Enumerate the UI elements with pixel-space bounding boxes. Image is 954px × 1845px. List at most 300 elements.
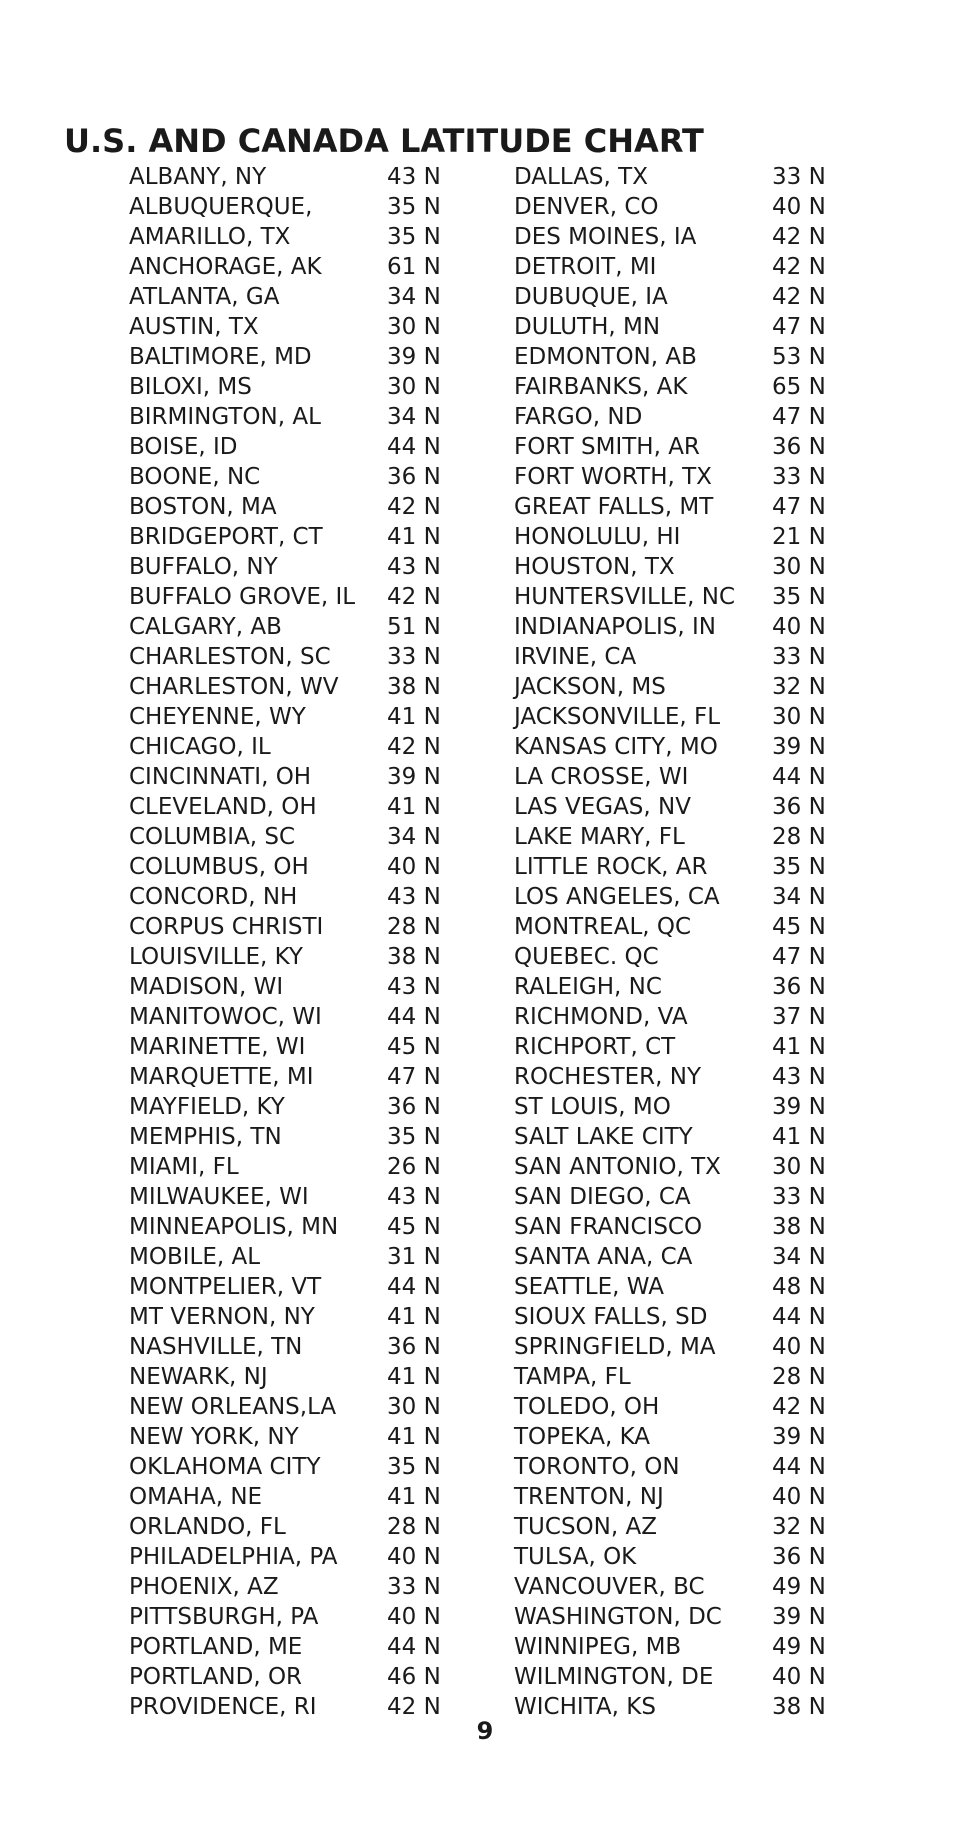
city-name: MIAMI, FL <box>129 1154 239 1180</box>
latitude-row <box>129 1452 459 1482</box>
city-name: NASHVILLE, TN <box>129 1334 303 1360</box>
latitude-row <box>129 702 459 732</box>
city-name: FORT SMITH, AR <box>514 434 700 460</box>
latitude-value: 43 N <box>387 554 441 580</box>
latitude-value: 43 N <box>772 1064 826 1090</box>
city-name: JACKSONVILLE, FL <box>514 704 721 730</box>
city-name: TAMPA, FL <box>514 1364 631 1390</box>
latitude-value: 36 N <box>772 1544 826 1570</box>
city-name: PHOENIX, AZ <box>129 1574 279 1600</box>
latitude-value: 47 N <box>772 404 826 430</box>
city-name: SPRINGFIELD, MA <box>514 1334 716 1360</box>
latitude-value: 36 N <box>772 794 826 820</box>
city-name: INDIANAPOLIS, IN <box>514 614 716 640</box>
city-name: LA CROSSE, WI <box>514 764 689 790</box>
latitude-row <box>129 1602 459 1632</box>
latitude-row <box>129 582 459 612</box>
city-name: DENVER, CO <box>514 194 659 220</box>
latitude-value: 42 N <box>387 734 441 760</box>
latitude-value: 65 N <box>772 374 826 400</box>
latitude-row <box>129 162 459 192</box>
latitude-row <box>514 432 844 462</box>
city-name: BOONE, NC <box>129 464 261 490</box>
latitude-row <box>514 1632 844 1662</box>
latitude-row <box>514 1392 844 1422</box>
latitude-row <box>514 762 844 792</box>
city-name: BIRMINGTON, AL <box>129 404 321 430</box>
latitude-row <box>514 1212 844 1242</box>
city-name: MONTPELIER, VT <box>129 1274 322 1300</box>
latitude-value: 42 N <box>772 1394 826 1420</box>
city-name: BUFFALO, NY <box>129 554 278 580</box>
city-name: TOPEKA, KA <box>514 1424 651 1450</box>
latitude-row <box>514 312 844 342</box>
latitude-value: 38 N <box>772 1694 826 1720</box>
latitude-row <box>129 222 459 252</box>
city-name: MOBILE, AL <box>129 1244 261 1270</box>
city-name: LAKE MARY, FL <box>514 824 685 850</box>
latitude-value: 45 N <box>772 914 826 940</box>
latitude-row <box>514 222 844 252</box>
latitude-row <box>514 912 844 942</box>
latitude-row <box>514 1122 844 1152</box>
latitude-row <box>514 1242 844 1272</box>
latitude-value: 44 N <box>387 1274 441 1300</box>
city-name: SAN DIEGO, CA <box>514 1184 691 1210</box>
latitude-value: 41 N <box>387 1364 441 1390</box>
city-name: CINCINNATI, OH <box>129 764 312 790</box>
latitude-row <box>129 1422 459 1452</box>
city-name: FAIRBANKS, AK <box>514 374 688 400</box>
latitude-value: 42 N <box>387 494 441 520</box>
city-name: DETROIT, MI <box>514 254 657 280</box>
latitude-value: 35 N <box>387 224 441 250</box>
latitude-value: 44 N <box>772 1454 826 1480</box>
latitude-value: 43 N <box>387 974 441 1000</box>
latitude-value: 44 N <box>387 1634 441 1660</box>
city-name: LOUISVILLE, KY <box>129 944 303 970</box>
latitude-value: 41 N <box>772 1124 826 1150</box>
latitude-row <box>129 432 459 462</box>
city-name: CHEYENNE, WY <box>129 704 306 730</box>
city-name: TORONTO, ON <box>514 1454 680 1480</box>
latitude-row <box>514 1002 844 1032</box>
latitude-value: 48 N <box>772 1274 826 1300</box>
city-name: ORLANDO, FL <box>129 1514 286 1540</box>
latitude-row <box>514 822 844 852</box>
latitude-value: 33 N <box>772 644 826 670</box>
latitude-row <box>514 582 844 612</box>
latitude-row <box>129 342 459 372</box>
latitude-value: 40 N <box>387 1604 441 1630</box>
latitude-row <box>129 1572 459 1602</box>
latitude-value: 28 N <box>387 914 441 940</box>
latitude-value: 28 N <box>772 1364 826 1390</box>
latitude-value: 36 N <box>772 974 826 1000</box>
latitude-value: 40 N <box>772 1334 826 1360</box>
latitude-row <box>514 882 844 912</box>
city-name: TRENTON, NJ <box>514 1484 664 1510</box>
latitude-row <box>514 702 844 732</box>
latitude-row <box>129 462 459 492</box>
latitude-row <box>129 792 459 822</box>
latitude-value: 49 N <box>772 1634 826 1660</box>
latitude-value: 33 N <box>772 1184 826 1210</box>
city-name: CHARLESTON, WV <box>129 674 339 700</box>
latitude-value: 44 N <box>772 764 826 790</box>
latitude-row <box>514 162 844 192</box>
latitude-value: 38 N <box>387 674 441 700</box>
latitude-row <box>514 1272 844 1302</box>
latitude-row <box>129 822 459 852</box>
latitude-value: 36 N <box>387 1334 441 1360</box>
city-name: MARQUETTE, MI <box>129 1064 314 1090</box>
latitude-row <box>129 642 459 672</box>
latitude-value: 49 N <box>772 1574 826 1600</box>
latitude-value: 35 N <box>387 194 441 220</box>
city-name: OMAHA, NE <box>129 1484 263 1510</box>
latitude-row <box>129 492 459 522</box>
latitude-row <box>514 792 844 822</box>
city-name: EDMONTON, AB <box>514 344 697 370</box>
latitude-row <box>129 1152 459 1182</box>
latitude-row <box>129 1242 459 1272</box>
latitude-value: 41 N <box>387 704 441 730</box>
latitude-value: 41 N <box>387 794 441 820</box>
latitude-row <box>514 192 844 222</box>
city-name: SIOUX FALLS, SD <box>514 1304 708 1330</box>
latitude-row <box>129 1512 459 1542</box>
latitude-value: 40 N <box>772 614 826 640</box>
latitude-row <box>129 1362 459 1392</box>
city-name: ATLANTA, GA <box>129 284 280 310</box>
city-name: BOISE, ID <box>129 434 238 460</box>
latitude-value: 43 N <box>387 884 441 910</box>
city-name: WASHINGTON, DC <box>514 1604 722 1630</box>
latitude-value: 45 N <box>387 1034 441 1060</box>
latitude-value: 35 N <box>387 1124 441 1150</box>
latitude-value: 33 N <box>387 1574 441 1600</box>
latitude-value: 32 N <box>772 674 826 700</box>
city-name: TULSA, OK <box>514 1544 637 1570</box>
latitude-value: 36 N <box>772 434 826 460</box>
latitude-row <box>514 1092 844 1122</box>
city-name: DULUTH, MN <box>514 314 661 340</box>
latitude-value: 53 N <box>772 344 826 370</box>
latitude-row <box>129 1482 459 1512</box>
latitude-row <box>129 1392 459 1422</box>
latitude-value: 34 N <box>387 404 441 430</box>
latitude-row <box>514 552 844 582</box>
latitude-value: 41 N <box>387 1484 441 1510</box>
latitude-row <box>514 732 844 762</box>
latitude-row <box>514 1182 844 1212</box>
page-title: U.S. AND CANADA LATITUDE CHART <box>64 122 704 160</box>
latitude-row <box>514 612 844 642</box>
latitude-row <box>514 252 844 282</box>
city-name: BILOXI, MS <box>129 374 252 400</box>
latitude-row <box>129 282 459 312</box>
latitude-row <box>514 1362 844 1392</box>
latitude-value: 34 N <box>772 884 826 910</box>
city-name: SAN ANTONIO, TX <box>514 1154 721 1180</box>
latitude-row <box>129 312 459 342</box>
latitude-row <box>514 282 844 312</box>
latitude-value: 31 N <box>387 1244 441 1270</box>
city-name: DALLAS, TX <box>514 164 648 190</box>
city-name: MEMPHIS, TN <box>129 1124 282 1150</box>
city-name: WICHITA, KS <box>514 1694 656 1720</box>
latitude-value: 28 N <box>772 824 826 850</box>
latitude-value: 30 N <box>772 704 826 730</box>
latitude-row <box>514 1152 844 1182</box>
latitude-list-left <box>129 162 459 1722</box>
latitude-row <box>514 1602 844 1632</box>
latitude-row <box>129 1662 459 1692</box>
latitude-value: 44 N <box>387 1004 441 1030</box>
latitude-value: 42 N <box>387 584 441 610</box>
latitude-row <box>129 1032 459 1062</box>
latitude-value: 33 N <box>772 164 826 190</box>
latitude-value: 42 N <box>772 284 826 310</box>
latitude-row <box>129 672 459 702</box>
latitude-row <box>129 972 459 1002</box>
latitude-value: 47 N <box>772 944 826 970</box>
city-name: JACKSON, MS <box>514 674 666 700</box>
city-name: SEATTLE, WA <box>514 1274 664 1300</box>
latitude-value: 39 N <box>772 1604 826 1630</box>
latitude-value: 32 N <box>772 1514 826 1540</box>
latitude-value: 38 N <box>387 944 441 970</box>
latitude-value: 46 N <box>387 1664 441 1690</box>
latitude-row <box>129 762 459 792</box>
city-name: MT VERNON, NY <box>129 1304 315 1330</box>
latitude-row <box>129 1212 459 1242</box>
city-name: LOS ANGELES, CA <box>514 884 720 910</box>
latitude-row <box>514 342 844 372</box>
city-name: BOSTON, MA <box>129 494 277 520</box>
city-name: MONTREAL, QC <box>514 914 692 940</box>
latitude-value: 38 N <box>772 1214 826 1240</box>
city-name: MINNEAPOLIS, MN <box>129 1214 339 1240</box>
latitude-row <box>129 732 459 762</box>
latitude-row <box>514 1662 844 1692</box>
latitude-row <box>514 492 844 522</box>
city-name: QUEBEC. QC <box>514 944 659 970</box>
latitude-row <box>514 1482 844 1512</box>
latitude-value: 30 N <box>772 554 826 580</box>
latitude-row <box>514 672 844 702</box>
latitude-row <box>514 1062 844 1092</box>
latitude-value: 51 N <box>387 614 441 640</box>
city-name: KANSAS CITY, MO <box>514 734 718 760</box>
city-name: WILMINGTON, DE <box>514 1664 714 1690</box>
latitude-row <box>514 642 844 672</box>
city-name: TOLEDO, OH <box>514 1394 660 1420</box>
city-name: MAYFIELD, KY <box>129 1094 285 1120</box>
latitude-row <box>514 402 844 432</box>
latitude-row <box>129 882 459 912</box>
latitude-row <box>514 1332 844 1362</box>
city-name: SAN FRANCISCO <box>514 1214 703 1240</box>
latitude-row <box>129 522 459 552</box>
latitude-value: 39 N <box>772 734 826 760</box>
city-name: NEWARK, NJ <box>129 1364 268 1390</box>
city-name: IRVINE, CA <box>514 644 637 670</box>
latitude-value: 47 N <box>387 1064 441 1090</box>
city-name: RALEIGH, NC <box>514 974 662 1000</box>
latitude-row <box>514 1692 844 1722</box>
latitude-value: 34 N <box>772 1244 826 1270</box>
latitude-row <box>129 552 459 582</box>
city-name: CLEVELAND, OH <box>129 794 317 820</box>
city-name: TUCSON, AZ <box>514 1514 657 1540</box>
latitude-value: 30 N <box>387 314 441 340</box>
latitude-value: 39 N <box>772 1424 826 1450</box>
latitude-value: 21 N <box>772 524 826 550</box>
city-name: ROCHESTER, NY <box>514 1064 702 1090</box>
city-name: MADISON, WI <box>129 974 284 1000</box>
latitude-row <box>514 1302 844 1332</box>
city-name: CORPUS CHRISTI <box>129 914 324 940</box>
city-name: DES MOINES, IA <box>514 224 697 250</box>
latitude-value: 42 N <box>772 254 826 280</box>
city-name: DUBUQUE, IA <box>514 284 668 310</box>
latitude-row <box>514 1512 844 1542</box>
latitude-row <box>514 1572 844 1602</box>
latitude-value: 40 N <box>387 1544 441 1570</box>
latitude-value: 41 N <box>387 524 441 550</box>
latitude-value: 43 N <box>387 164 441 190</box>
city-name: CALGARY, AB <box>129 614 282 640</box>
city-name: RICHPORT, CT <box>514 1034 676 1060</box>
city-name: LAS VEGAS, NV <box>514 794 691 820</box>
city-name: PHILADELPHIA, PA <box>129 1544 338 1570</box>
latitude-row <box>129 942 459 972</box>
latitude-value: 47 N <box>772 314 826 340</box>
city-name: BUFFALO GROVE, IL <box>129 584 356 610</box>
latitude-value: 28 N <box>387 1514 441 1540</box>
latitude-row <box>129 372 459 402</box>
latitude-value: 42 N <box>387 1694 441 1720</box>
latitude-value: 44 N <box>387 434 441 460</box>
latitude-value: 33 N <box>387 644 441 670</box>
city-name: FORT WORTH, TX <box>514 464 712 490</box>
city-name: AUSTIN, TX <box>129 314 259 340</box>
latitude-value: 36 N <box>387 464 441 490</box>
latitude-row <box>129 612 459 642</box>
latitude-row <box>129 1302 459 1332</box>
latitude-row <box>129 852 459 882</box>
city-name: CHARLESTON, SC <box>129 644 331 670</box>
city-name: HONOLULU, HI <box>514 524 681 550</box>
latitude-value: 39 N <box>387 344 441 370</box>
city-name: ST LOUIS, MO <box>514 1094 671 1120</box>
city-name: SANTA ANA, CA <box>514 1244 693 1270</box>
city-name: ANCHORAGE, AK <box>129 254 322 280</box>
latitude-row <box>129 1182 459 1212</box>
latitude-row <box>129 1092 459 1122</box>
latitude-row <box>129 252 459 282</box>
latitude-value: 34 N <box>387 824 441 850</box>
latitude-row <box>514 942 844 972</box>
city-name: VANCOUVER, BC <box>514 1574 705 1600</box>
latitude-row <box>129 1692 459 1722</box>
city-name: MARINETTE, WI <box>129 1034 306 1060</box>
latitude-row <box>514 852 844 882</box>
city-name: PROVIDENCE, RI <box>129 1694 317 1720</box>
city-name: COLUMBIA, SC <box>129 824 296 850</box>
city-name: HOUSTON, TX <box>514 554 675 580</box>
city-name: BRIDGEPORT, CT <box>129 524 323 550</box>
city-name: CHICAGO, IL <box>129 734 271 760</box>
latitude-value: 30 N <box>772 1154 826 1180</box>
latitude-row <box>129 1062 459 1092</box>
latitude-row <box>129 1332 459 1362</box>
latitude-row <box>129 1632 459 1662</box>
latitude-value: 33 N <box>772 464 826 490</box>
latitude-value: 30 N <box>387 1394 441 1420</box>
city-name: PORTLAND, OR <box>129 1664 303 1690</box>
latitude-value: 41 N <box>387 1424 441 1450</box>
latitude-row <box>129 912 459 942</box>
latitude-value: 45 N <box>387 1214 441 1240</box>
latitude-value: 35 N <box>772 854 826 880</box>
city-name: SALT LAKE CITY <box>514 1124 693 1150</box>
city-name: FARGO, ND <box>514 404 643 430</box>
city-name: GREAT FALLS, MT <box>514 494 714 520</box>
latitude-row <box>514 1032 844 1062</box>
latitude-row <box>129 1272 459 1302</box>
city-name: WINNIPEG, MB <box>514 1634 682 1660</box>
latitude-value: 39 N <box>772 1094 826 1120</box>
latitude-value: 34 N <box>387 284 441 310</box>
latitude-value: 42 N <box>772 224 826 250</box>
latitude-value: 35 N <box>772 584 826 610</box>
city-name: NEW YORK, NY <box>129 1424 299 1450</box>
latitude-row <box>514 1452 844 1482</box>
latitude-value: 35 N <box>387 1454 441 1480</box>
city-name: NEW ORLEANS,LA <box>129 1394 337 1420</box>
city-name: HUNTERSVILLE, NC <box>514 584 736 610</box>
latitude-value: 61 N <box>387 254 441 280</box>
latitude-list-right <box>514 162 844 1722</box>
latitude-value: 37 N <box>772 1004 826 1030</box>
latitude-row <box>129 1122 459 1152</box>
city-name: RICHMOND, VA <box>514 1004 688 1030</box>
latitude-value: 30 N <box>387 374 441 400</box>
latitude-value: 40 N <box>387 854 441 880</box>
latitude-value: 40 N <box>772 1484 826 1510</box>
page-number: 9 <box>476 1717 494 1745</box>
latitude-row <box>129 1542 459 1572</box>
city-name: CONCORD, NH <box>129 884 298 910</box>
latitude-value: 36 N <box>387 1094 441 1120</box>
city-name: PORTLAND, ME <box>129 1634 303 1660</box>
city-name: BALTIMORE, MD <box>129 344 312 370</box>
latitude-row <box>129 402 459 432</box>
city-name: LITTLE ROCK, AR <box>514 854 708 880</box>
latitude-value: 44 N <box>772 1304 826 1330</box>
city-name: ALBUQUERQUE, <box>129 194 313 220</box>
latitude-value: 40 N <box>772 194 826 220</box>
latitude-row <box>129 192 459 222</box>
latitude-row <box>514 972 844 1002</box>
city-name: PITTSBURGH, PA <box>129 1604 319 1630</box>
city-name: AMARILLO, TX <box>129 224 291 250</box>
latitude-row <box>514 1542 844 1572</box>
latitude-value: 39 N <box>387 764 441 790</box>
